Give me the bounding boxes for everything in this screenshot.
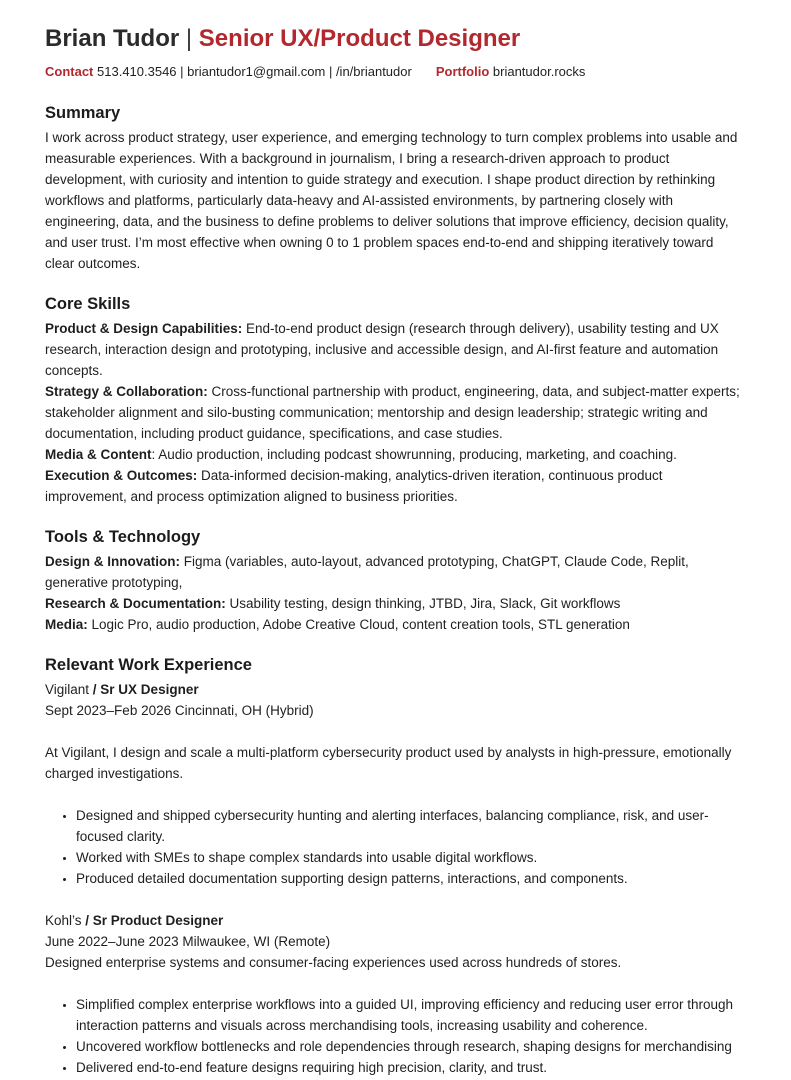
core-skills-heading: Core Skills xyxy=(45,295,131,313)
bullet-item: • Produced detailed documentation supporting design patterns, interactions, and components. xyxy=(76,868,745,889)
job-role: / Sr Product Designer xyxy=(85,913,224,928)
job-description: At Vigilant, I design and scale a multi-platform cybersecurity product used by analysts in high-pressure, emotionally charged investigations. xyxy=(45,745,732,781)
page-title xyxy=(45,24,745,53)
tool-text: Usability testing, design thinking, JTBD, Jira, Slack, Git workflows xyxy=(225,596,621,611)
section-experience xyxy=(45,655,745,1078)
job-meta: Sept 2023–Feb 2026 Cincinnati, OH (Hybrid) xyxy=(45,703,314,718)
contact-line xyxy=(45,64,745,80)
contact-label: Contact xyxy=(45,64,94,79)
skill-line xyxy=(45,444,745,465)
bullet-item: • Simplified complex enterprise workflows into a guided UI, improving efficiency and reducing user error through interaction patterns and visuals across merchandising tools, increasing usability and coherence. xyxy=(76,994,745,1036)
person-role: Senior UX/Product Designer xyxy=(198,25,521,52)
tool-label: Design & Innovation: xyxy=(45,554,180,569)
portfolio-label: Portfolio xyxy=(435,64,490,79)
skill-label: Product & Design Capabilities: xyxy=(45,321,243,336)
tool-text: Logic Pro, audio production, Adobe Creative Cloud, content creation tools, STL generation xyxy=(87,617,630,632)
contact-value: 513.410.3546 | briantudor1@gmail.com | /in/briantudor xyxy=(97,64,412,79)
skill-text: Cross-functional partnership with product, engineering, data, and subject-matter experts; stakeholder alignment and silo-busting communication; mentorship and design leadership; strategic writing and documentation, including product guidance, specifications, and case studies. xyxy=(45,384,740,441)
job-title-line xyxy=(45,910,745,931)
skill-text: End-to-end product design (research through delivery), usability testing and UX research, interaction design and prototyping, inclusive and accessible design, and AI-first feature and automation concepts. xyxy=(45,321,719,378)
skill-line xyxy=(45,381,745,444)
job-role: / Sr UX Designer xyxy=(92,682,199,697)
tool-label: Media: xyxy=(45,617,88,632)
skill-label: Media & Content xyxy=(45,447,152,462)
tool-line xyxy=(45,614,745,635)
tool-line xyxy=(45,593,745,614)
skill-text: : Audio production, including podcast showrunning, producing, marketing, and coaching. xyxy=(151,447,677,462)
job-description: Designed enterprise systems and consumer-facing experiences used across hundreds of stores. xyxy=(45,955,622,970)
job-company: Kohl’s xyxy=(45,913,86,928)
job-company: Vigilant xyxy=(45,682,93,697)
skill-text: Data-informed decision-making, analytics-driven iteration, continuous product improvement, and process optimization aligned to business priorities. xyxy=(45,468,663,504)
skill-line xyxy=(45,318,745,381)
job-title-line xyxy=(45,679,745,700)
summary-body: I work across product strategy, user experience, and emerging technology to turn complex problems into usable and measurable experiences. With a background in journalism, I bring a research-driven approach to product development, with curiosity and intention to guide strategy and execution. I shape product direction by rethinking workflows and platforms, particularly data-heavy and AI-assisted environments, by partnering closely with engineering, data, and the business to define problems to deliver solutions that improve efficiency, decision quality, and user trust. I’m most effective when owning 0 to 1 problem spaces end-to-end and shipping iteratively toward clear outcomes. xyxy=(45,130,738,271)
title-separator: | xyxy=(185,25,193,52)
tool-text: Figma (variables, auto-layout, advanced prototyping, ChatGPT, Claude Code, Replit, generative prototyping, xyxy=(45,554,689,590)
tool-label: Research & Documentation: xyxy=(45,596,226,611)
job-bullet-list xyxy=(45,805,745,889)
section-core-skills xyxy=(45,294,745,507)
bullet-item: • Uncovered workflow bottlenecks and role dependencies through research, shaping designs for merchandising xyxy=(76,1036,745,1057)
job-kohls xyxy=(45,910,745,1078)
job-meta: June 2022–June 2023 Milwaukee, WI (Remote) xyxy=(45,934,331,949)
skill-label: Strategy & Collaboration: xyxy=(45,384,208,399)
job-vigilant xyxy=(45,679,745,889)
experience-heading: Relevant Work Experience xyxy=(45,656,252,674)
skill-label: Execution & Outcomes: xyxy=(45,468,198,483)
summary-heading: Summary xyxy=(45,104,121,122)
tool-line xyxy=(45,551,745,593)
job-bullet-list xyxy=(45,994,745,1078)
bullet-item: • Designed and shipped cybersecurity hunting and alerting interfaces, balancing compliance, risk, and user-focused clarity. xyxy=(76,805,745,847)
bullet-item: • Delivered end-to-end feature designs requiring high precision, clarity, and trust. xyxy=(76,1057,745,1078)
skill-line xyxy=(45,465,745,507)
bullet-item: • Worked with SMEs to shape complex standards into usable digital workflows. xyxy=(76,847,745,868)
section-summary xyxy=(45,103,745,274)
section-tools-technology xyxy=(45,527,745,635)
person-name: Brian Tudor xyxy=(45,25,180,52)
portfolio-value: briantudor.rocks xyxy=(492,64,586,79)
tools-heading: Tools & Technology xyxy=(45,528,201,546)
resume-header xyxy=(45,24,745,80)
